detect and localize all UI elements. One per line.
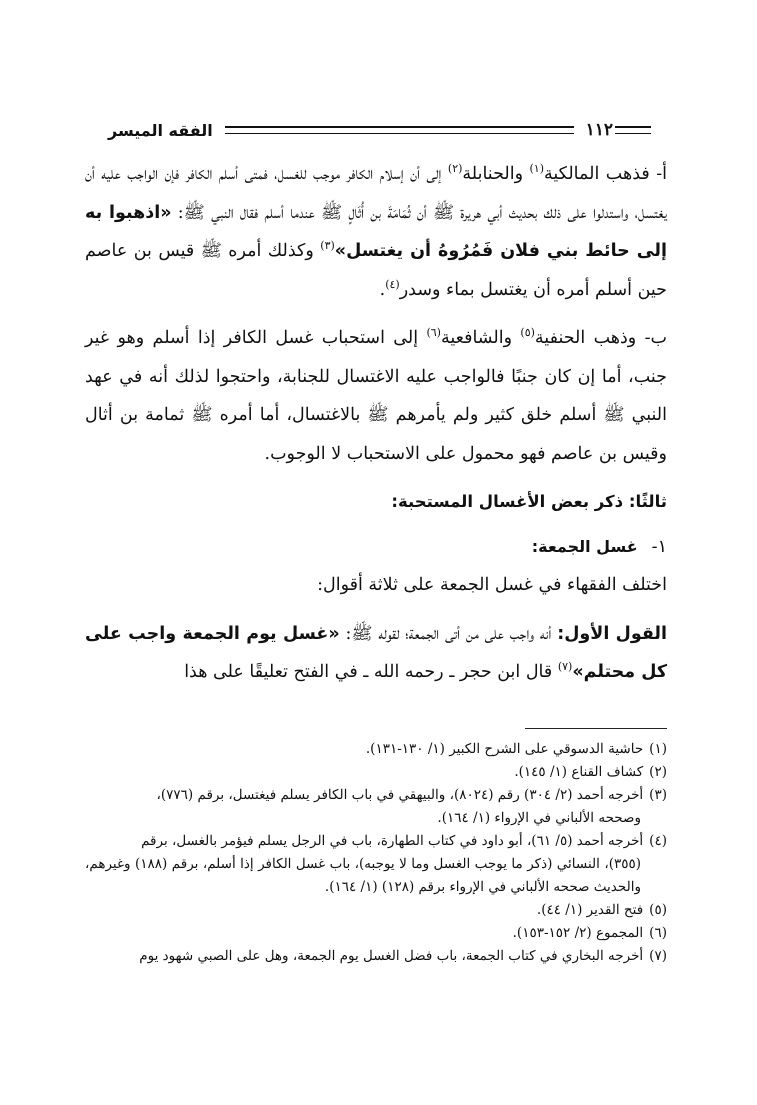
footnote-2 — [85, 761, 667, 784]
footnote-ref-7[interactable]: (٧) — [557, 660, 573, 674]
footnote-ref-6[interactable]: (٦) — [426, 326, 441, 340]
paragraph-a — [85, 155, 667, 309]
footnote-number: (١) — [649, 741, 667, 757]
footnote-text: فتح القدير (١/ ٤٤). — [536, 902, 644, 918]
opinion-label: القول الأول: — [557, 623, 667, 644]
para-a-text2: والحنابلة — [462, 164, 530, 184]
running-header — [108, 118, 653, 142]
footnote-ref-5[interactable]: (٥) — [520, 326, 535, 340]
footnote-separator — [525, 728, 667, 729]
footnote-ref-2[interactable]: (٢) — [447, 162, 463, 176]
footnote-number: (٥) — [649, 902, 667, 918]
footnote-text: أخرجه أحمد (٢/ ٣٠٤) رقم (٨٠٢٤)، والبيهقي في باب الكافر يسلم فيغتسل، برقم (٧٧٦)، — [156, 787, 644, 803]
footnote-number: (٤) — [649, 833, 667, 849]
footnote-ref-1[interactable]: (١) — [529, 162, 545, 176]
paragraph-c: اختلف الفقهاء في غسل الجمعة على ثلاثة أقوال: — [317, 575, 667, 595]
section-heading: ثالثًا: ذكر بعض الأغسال المستحبة: — [391, 492, 667, 511]
paragraph-d — [85, 615, 667, 692]
para-b-text3: إلى استحباب غسل الكافر إذا أسلم وهو غير جنب، أما إن كان جنبًا فالواجب عليه الاغتسال للجنابة، واحتجوا لذلك أنه في عهد النبي ﷺ أسلم خلق كثير ولم يأمرهم ﷺ بالاغتسال، أما أمره ﷺ ثمامة بن أثال وقيس بن عاصم فهو محمول على الاستحباب لا الوجوب. — [85, 328, 667, 464]
footnote-text: أخرجه البخاري في كتاب الجمعة، باب فضل الغسل يوم الجمعة، وهل على الصبي شهود يوم — [139, 948, 644, 964]
main-text — [85, 155, 667, 692]
sub-heading-number: ١- — [651, 536, 667, 557]
footnote-number: (٧) — [649, 948, 667, 964]
para-a-text3: إلى أن إسلام الكافر موجب للغسل، فمتى أسلم الكافر فإن الواجب عليه أن يغتسل، واستدلوا على ذلك بحديث أبي هريرة ﷺ أن ثُمَامَةَ بن أُثَالٍ ﷺ عندما أسلم فقال النبي ﷺ: — [85, 164, 668, 223]
header-rule — [225, 126, 574, 134]
footnote-5 — [85, 899, 667, 922]
footnote-number: (٣) — [649, 787, 667, 803]
page-number: ١١٢ — [585, 120, 613, 140]
footnote-continuation: وصححه الألباني في الإرواء (١/ ١٦٤). — [437, 810, 641, 826]
book-title: الفقه الميسر — [108, 120, 213, 140]
header-rule-right — [615, 126, 651, 134]
footnote-7 — [85, 945, 667, 968]
footnote-text: حاشية الدسوقي على الشرح الكبير (١/ ١٣٠-١٣١). — [365, 741, 644, 757]
footnote-number: (٦) — [649, 925, 667, 941]
para-b-text2: والشافعية — [440, 328, 521, 348]
footnote-text: أخرجه أحمد (٥/ ٦١)، أبو داود في كتاب الطهارة، باب في الرجل يسلم فيؤمر بالغسل، برقم — [141, 833, 644, 849]
footnote-4 — [85, 830, 667, 899]
footnote-6 — [85, 922, 667, 945]
footnotes — [85, 738, 667, 968]
para-a-text5: . — [379, 279, 386, 300]
para-d-text2: قال ابن حجر ـ رحمه الله ـ في الفتح تعليقًا على هذا — [184, 662, 558, 682]
sub-heading — [85, 528, 667, 567]
footnote-3 — [85, 784, 667, 830]
footnote-ref-3[interactable]: (٣) — [320, 239, 335, 253]
footnote-text: كشاف القناع (١/ ١٤٥). — [514, 764, 644, 780]
hadith-quote-1: «اذهبوا به إلى حائط بني فلان فَمُرُوهُ أن يغتسل» — [85, 202, 667, 261]
footnote-ref-4[interactable]: (٤) — [385, 277, 400, 291]
para-a-text1: أ- فذهب المالكية — [544, 164, 668, 184]
footnote-text: المجموع (٢/ ١٥٢-١٥٣). — [512, 925, 644, 941]
para-d-text1: أنه واجب على من أتى الجمعة؛ لقوله ﷺ: — [339, 623, 558, 644]
footnote-continuation: (٣٥٥)، النسائي (ذكر ما يوجب الغسل وما لا يوجبه)، باب غسل الكافر إذا أسلم، برقم (١٨٨) وغيرهم، والحديث صححه الألباني في الإرواء برقم (١٢٨) (١/ ١٦٤). — [85, 856, 642, 895]
footnote-number: (٢) — [649, 764, 667, 780]
hadith-quote-2: «غسل يوم الجمعة واجب على كل محتلم» — [85, 623, 667, 682]
paragraph-b — [85, 319, 667, 473]
para-b-text1: ب- وذهب الحنفية — [534, 328, 667, 348]
footnote-1 — [85, 738, 667, 761]
para-a-text4: وكذلك أمره ﷺ قيس بن عاصم حين أسلم أمره أن يغتسل بماء وسدر — [85, 241, 667, 300]
sub-heading-label: غسل الجمعة: — [531, 536, 638, 556]
